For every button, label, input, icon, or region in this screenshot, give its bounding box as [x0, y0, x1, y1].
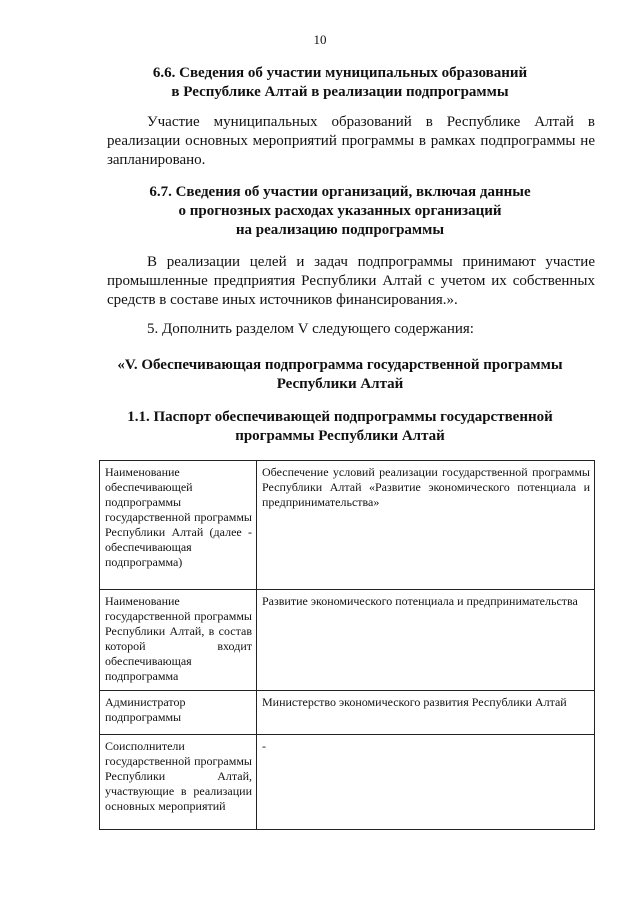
section-v-heading-line2: Республики Алтай [276, 376, 404, 392]
table-cell-value: Министерство экономического развития Республики Алтай [257, 691, 595, 735]
table-cell-label: Администратор подпрограммы [100, 691, 257, 735]
section-6-6-heading-line2: в Республике Алтай в реализации подпрограммы [171, 84, 509, 100]
table-cell-label: Наименование обеспечивающей подпрограммы государственной программы Республики Алтай (далее - обеспечивающая подпрограмма) [100, 461, 257, 590]
item-5-paragraph: 5. Дополнить разделом V следующего содержания: [147, 321, 474, 337]
section-6-6-heading [90, 64, 590, 102]
table-row [100, 461, 595, 590]
section-v-heading-line1: «V. Обеспечивающая подпрограмма государственной программы [117, 357, 563, 373]
table-cell-value: Обеспечение условий реализации государственной программы Республики Алтай «Развитие экономического потенциала и предпринимательства» [257, 461, 595, 590]
table-cell-label: Наименование государственной программы Республики Алтай, в состав которой входит обеспечивающая подпрограмма [100, 590, 257, 691]
section-6-7-heading-line1: 6.7. Сведения об участии организаций, включая данные [149, 184, 531, 200]
table-cell-value: Развитие экономического потенциала и предпринимательства [257, 590, 595, 691]
table-cell-value: - [257, 735, 595, 830]
table-row [100, 735, 595, 830]
section-6-7-heading-line2: о прогнозных расходах указанных организаций [178, 203, 502, 219]
section-v-heading [80, 356, 600, 394]
table-row [100, 590, 595, 691]
section-6-7-paragraph: В реализации целей и задач подпрограммы принимают участие промышленные предприятия Республики Алтай с учетом их собственных средств в составе иных источников финансирования.». [107, 254, 595, 308]
section-1-1-heading [90, 408, 590, 446]
section-6-7-heading [90, 183, 590, 240]
section-6-6-paragraph: Участие муниципальных образований в Республике Алтай в реализации основных мероприятий программы в рамках подпрограммы не запланировано. [107, 114, 595, 168]
section-1-1-heading-line1: 1.1. Паспорт обеспечивающей подпрограммы государственной [127, 409, 553, 425]
passport-table [99, 460, 595, 830]
section-6-6-heading-line1: 6.6. Сведения об участии муниципальных образований [152, 65, 528, 81]
table-row [100, 691, 595, 735]
section-6-7-heading-line3: на реализацию подпрограммы [235, 222, 445, 238]
page-number: 10 [313, 32, 327, 47]
section-1-1-heading-line2: программы Республики Алтай [235, 428, 445, 444]
table-cell-label: Соисполнители государственной программы Республики Алтай, участвующие в реализации основных мероприятий [100, 735, 257, 830]
